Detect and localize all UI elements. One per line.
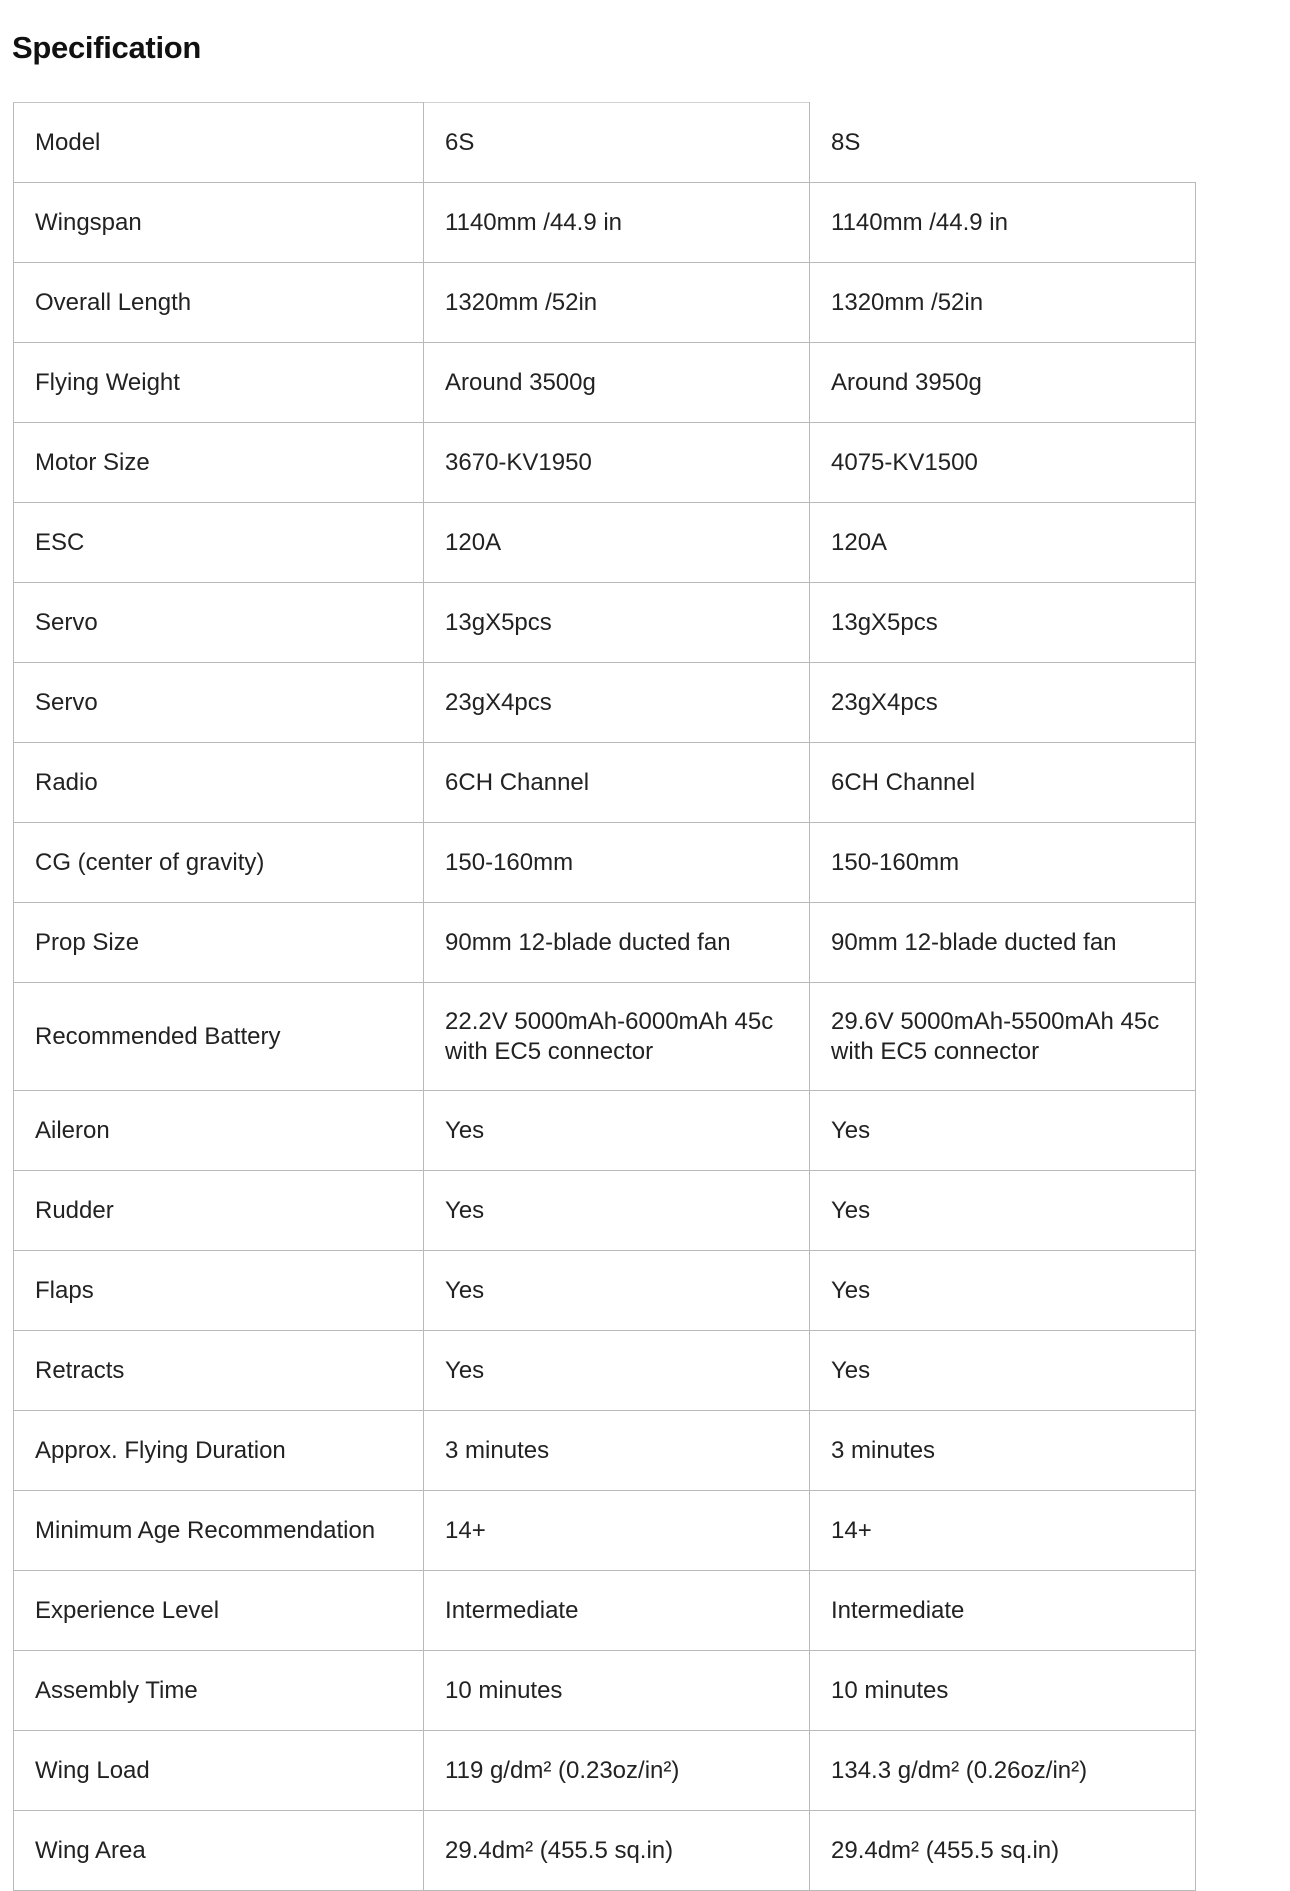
page-title: Specification: [12, 30, 202, 65]
row-8s-cell: 150-160mm: [810, 823, 1196, 903]
table-header-row: [14, 103, 1196, 183]
row-6s-cell: 3670-KV1950: [424, 423, 810, 503]
row-8s-cell: 1140mm /44.9 in: [810, 183, 1196, 263]
table-row: [14, 1811, 1196, 1891]
row-6s-cell: 22.2V 5000mAh-6000mAh 45c with EC5 connector: [424, 983, 810, 1091]
row-label-cell: Rudder: [14, 1171, 424, 1251]
table-row: [14, 1331, 1196, 1411]
row-8s-cell: Intermediate: [810, 1571, 1196, 1651]
table-row: [14, 423, 1196, 503]
row-label-cell: Flying Weight: [14, 343, 424, 423]
row-label-cell: Prop Size: [14, 903, 424, 983]
row-8s-cell: Yes: [810, 1251, 1196, 1331]
row-label-cell: CG (center of gravity): [14, 823, 424, 903]
row-label-cell: Servo: [14, 583, 424, 663]
table-row: [14, 1731, 1196, 1811]
table-row: [14, 743, 1196, 823]
row-6s-cell: 90mm 12-blade ducted fan: [424, 903, 810, 983]
row-label-cell: Retracts: [14, 1331, 424, 1411]
table-row: [14, 1091, 1196, 1171]
row-8s-cell: 4075-KV1500: [810, 423, 1196, 503]
row-8s-cell: 13gX5pcs: [810, 583, 1196, 663]
row-6s-cell: 10 minutes: [424, 1651, 810, 1731]
table-row: [14, 263, 1196, 343]
row-6s-cell: 6CH Channel: [424, 743, 810, 823]
table-row: [14, 1251, 1196, 1331]
table-row: [14, 1491, 1196, 1571]
row-label-cell: Radio: [14, 743, 424, 823]
row-6s-cell: 29.4dm² (455.5 sq.in): [424, 1811, 810, 1891]
row-label-cell: Recommended Battery: [14, 983, 424, 1091]
row-label-cell: Wing Area: [14, 1811, 424, 1891]
table-row: [14, 1571, 1196, 1651]
row-6s-cell: 14+: [424, 1491, 810, 1571]
row-6s-cell: 120A: [424, 503, 810, 583]
table-row: [14, 183, 1196, 263]
row-8s-cell: 29.4dm² (455.5 sq.in): [810, 1811, 1196, 1891]
row-label-cell: ESC: [14, 503, 424, 583]
header-label-cell: Model: [14, 103, 424, 183]
table-row: [14, 503, 1196, 583]
row-6s-cell: 150-160mm: [424, 823, 810, 903]
row-6s-cell: Yes: [424, 1331, 810, 1411]
table-row: [14, 1651, 1196, 1731]
table-row: [14, 1411, 1196, 1491]
row-6s-cell: 1140mm /44.9 in: [424, 183, 810, 263]
header-8s-cell: 8S: [810, 103, 1196, 183]
table-row: [14, 983, 1196, 1091]
row-8s-cell: Yes: [810, 1331, 1196, 1411]
row-6s-cell: Around 3500g: [424, 343, 810, 423]
row-label-cell: Experience Level: [14, 1571, 424, 1651]
header-6s-cell: 6S: [424, 103, 810, 183]
row-6s-cell: Intermediate: [424, 1571, 810, 1651]
row-8s-cell: Yes: [810, 1171, 1196, 1251]
row-6s-cell: 1320mm /52in: [424, 263, 810, 343]
row-8s-cell: 134.3 g/dm² (0.26oz/in²): [810, 1731, 1196, 1811]
row-8s-cell: 90mm 12-blade ducted fan: [810, 903, 1196, 983]
row-8s-cell: 3 minutes: [810, 1411, 1196, 1491]
row-6s-cell: 119 g/dm² (0.23oz/in²): [424, 1731, 810, 1811]
row-label-cell: Wing Load: [14, 1731, 424, 1811]
table-row: [14, 823, 1196, 903]
row-8s-cell: 1320mm /52in: [810, 263, 1196, 343]
row-8s-cell: 29.6V 5000mAh-5500mAh 45c with EC5 connector: [810, 983, 1196, 1091]
table-row: [14, 663, 1196, 743]
row-label-cell: Wingspan: [14, 183, 424, 263]
row-8s-cell: 6CH Channel: [810, 743, 1196, 823]
row-label-cell: Servo: [14, 663, 424, 743]
row-6s-cell: Yes: [424, 1251, 810, 1331]
table-row: [14, 903, 1196, 983]
row-label-cell: Motor Size: [14, 423, 424, 503]
table-row: [14, 583, 1196, 663]
row-label-cell: Flaps: [14, 1251, 424, 1331]
row-8s-cell: Yes: [810, 1091, 1196, 1171]
table-row: [14, 1171, 1196, 1251]
specification-table: [13, 102, 1196, 1891]
row-label-cell: Aileron: [14, 1091, 424, 1171]
row-6s-cell: Yes: [424, 1171, 810, 1251]
row-label-cell: Minimum Age Recommendation: [14, 1491, 424, 1571]
row-label-cell: Overall Length: [14, 263, 424, 343]
row-8s-cell: 14+: [810, 1491, 1196, 1571]
row-6s-cell: 3 minutes: [424, 1411, 810, 1491]
row-8s-cell: Around 3950g: [810, 343, 1196, 423]
row-label-cell: Assembly Time: [14, 1651, 424, 1731]
row-6s-cell: 13gX5pcs: [424, 583, 810, 663]
row-6s-cell: Yes: [424, 1091, 810, 1171]
row-8s-cell: 23gX4pcs: [810, 663, 1196, 743]
row-8s-cell: 10 minutes: [810, 1651, 1196, 1731]
row-label-cell: Approx. Flying Duration: [14, 1411, 424, 1491]
row-8s-cell: 120A: [810, 503, 1196, 583]
row-6s-cell: 23gX4pcs: [424, 663, 810, 743]
table-row: [14, 343, 1196, 423]
